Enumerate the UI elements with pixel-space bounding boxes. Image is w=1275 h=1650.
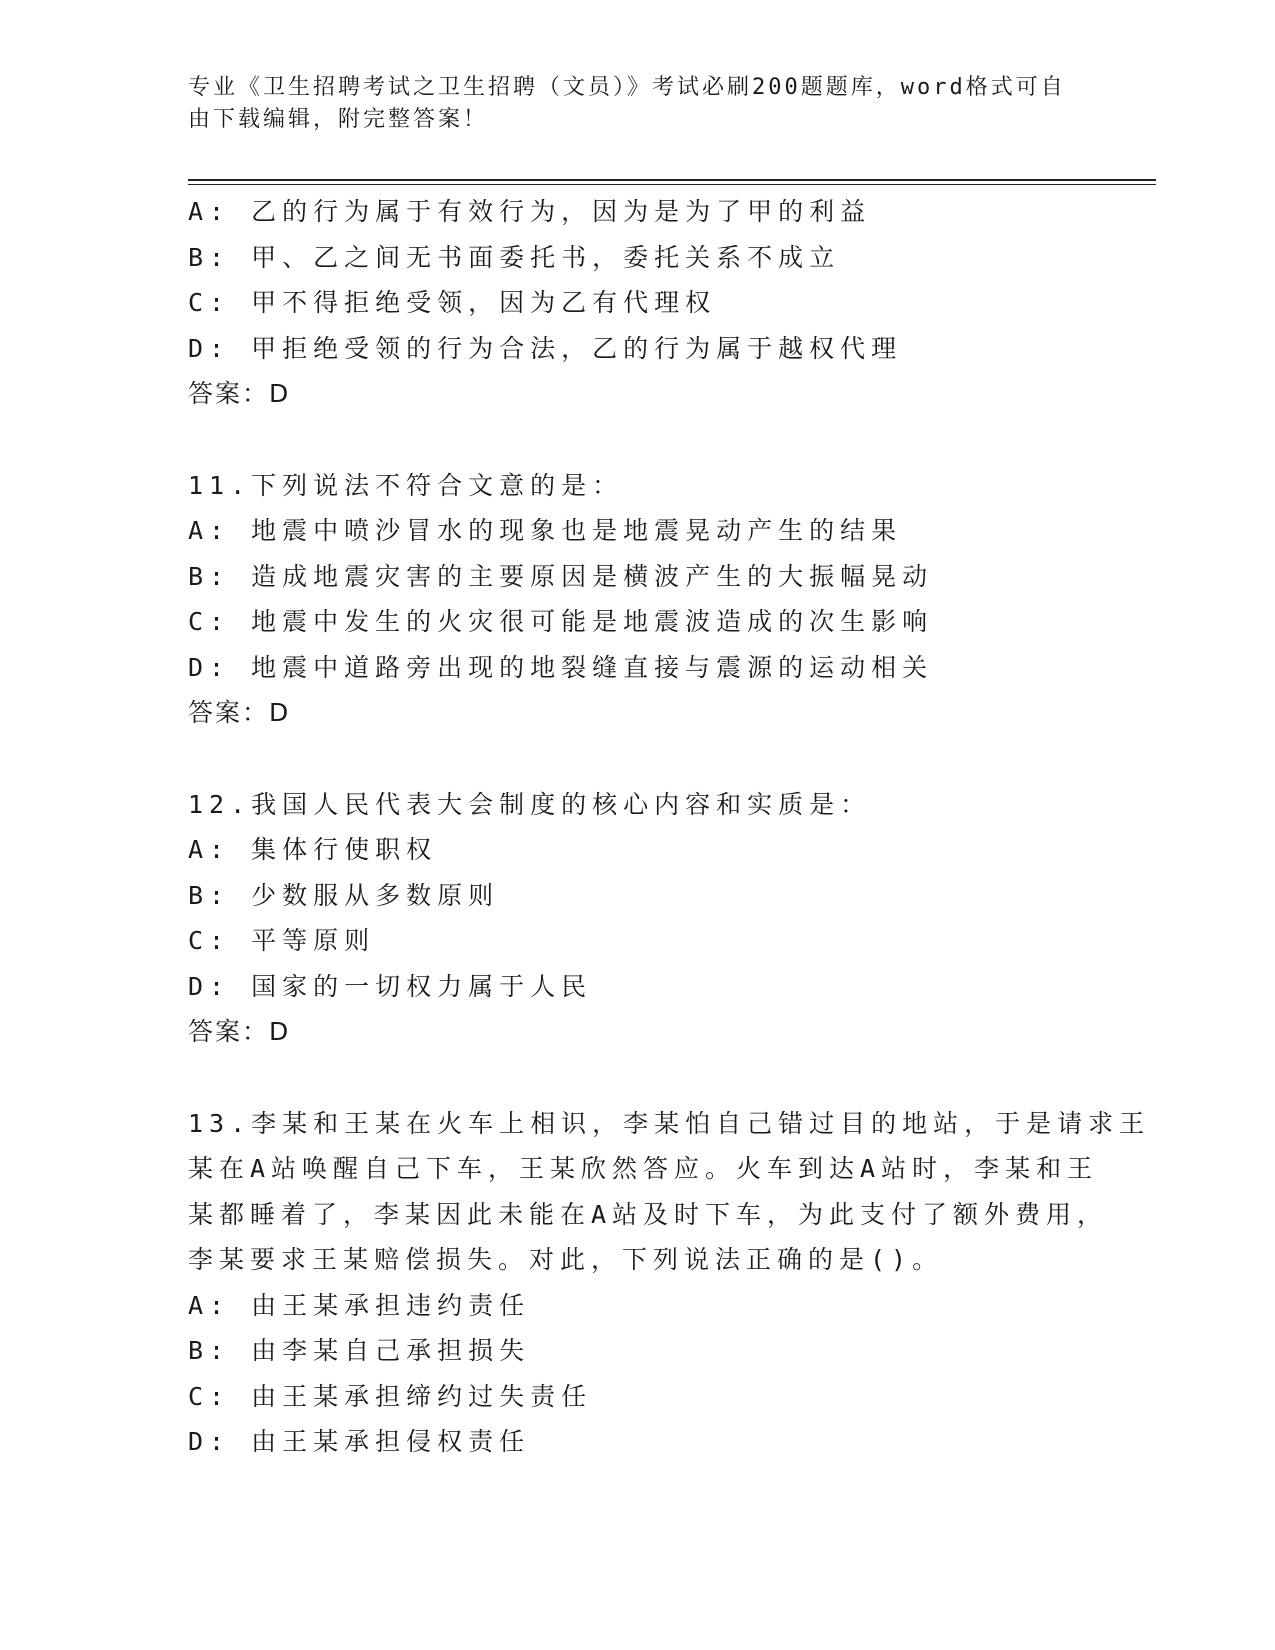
header-divider-thick	[188, 179, 1156, 181]
answer: 答案：D	[188, 379, 291, 408]
option-c: C: 由王某承担缔约过失责任	[188, 1381, 593, 1411]
header-divider-thin	[188, 184, 1156, 185]
question-stem-line: 某在A站唤醒自己下车，王某欣然答应。火车到达A站时，李某和王	[188, 1154, 1099, 1183]
question-12	[188, 782, 1068, 1055]
answer: 答案：D	[188, 698, 291, 727]
question-list	[188, 189, 1151, 1465]
question-10	[188, 189, 1068, 417]
option-a: A: 地震中喷沙冒水的现象也是地震晃动产生的结果	[188, 516, 903, 545]
question-stem-line: 某都睡着了，李某因此未能在A站及时下车，为此支付了额外费用，	[188, 1199, 1109, 1229]
question-stem-line: 李某要求王某赔偿损失。对此，下列说法正确的是()。	[188, 1245, 944, 1274]
option-d: D: 国家的一切权力属于人民	[188, 971, 593, 1001]
question-stem: 12.我国人民代表大会制度的核心内容和实质是：	[188, 789, 872, 819]
header-line-1: 专业《卫生招聘考试之卫生招聘（文员）》考试必刷200题题库，word格式可自	[188, 75, 1066, 100]
option-c: C: 地震中发生的火灾很可能是地震波造成的次生影响	[188, 607, 934, 636]
spacer	[188, 1055, 1068, 1101]
option-c: C: 甲不得拒绝受领，因为乙有代理权	[188, 288, 717, 317]
option-b: B: 造成地震灾害的主要原因是横波产生的大振幅晃动	[188, 561, 934, 591]
question-13	[188, 1101, 1151, 1465]
question-stem-line: 13.李某和王某在火车上相识，李某怕自己错过目的地站，于是请求王	[188, 1108, 1151, 1138]
option-d: D: 由王某承担侵权责任	[188, 1427, 531, 1456]
spacer	[188, 736, 1068, 782]
option-b: B: 少数服从多数原则	[188, 880, 500, 910]
question-11	[188, 463, 1068, 736]
header-line-2: 由下载编辑，附完整答案！	[188, 107, 489, 132]
question-stem: 11.下列说法不符合文意的是：	[188, 470, 624, 500]
option-a: A: 集体行使职权	[188, 835, 438, 864]
option-d: D: 地震中道路旁出现的地裂缝直接与震源的运动相关	[188, 652, 934, 682]
document-header	[188, 72, 1068, 136]
option-a: A: 由王某承担违约责任	[188, 1290, 531, 1320]
answer: 答案：D	[188, 1017, 291, 1046]
option-d: D: 甲拒绝受领的行为合法，乙的行为属于越权代理	[188, 333, 903, 363]
option-c: C: 平等原则	[188, 926, 376, 955]
spacer	[188, 417, 1068, 463]
option-a: A: 乙的行为属于有效行为，因为是为了甲的利益	[188, 197, 872, 226]
option-b: B: 甲、乙之间无书面委托书，委托关系不成立	[188, 242, 841, 272]
option-b: B: 由李某自己承担损失	[188, 1336, 531, 1365]
